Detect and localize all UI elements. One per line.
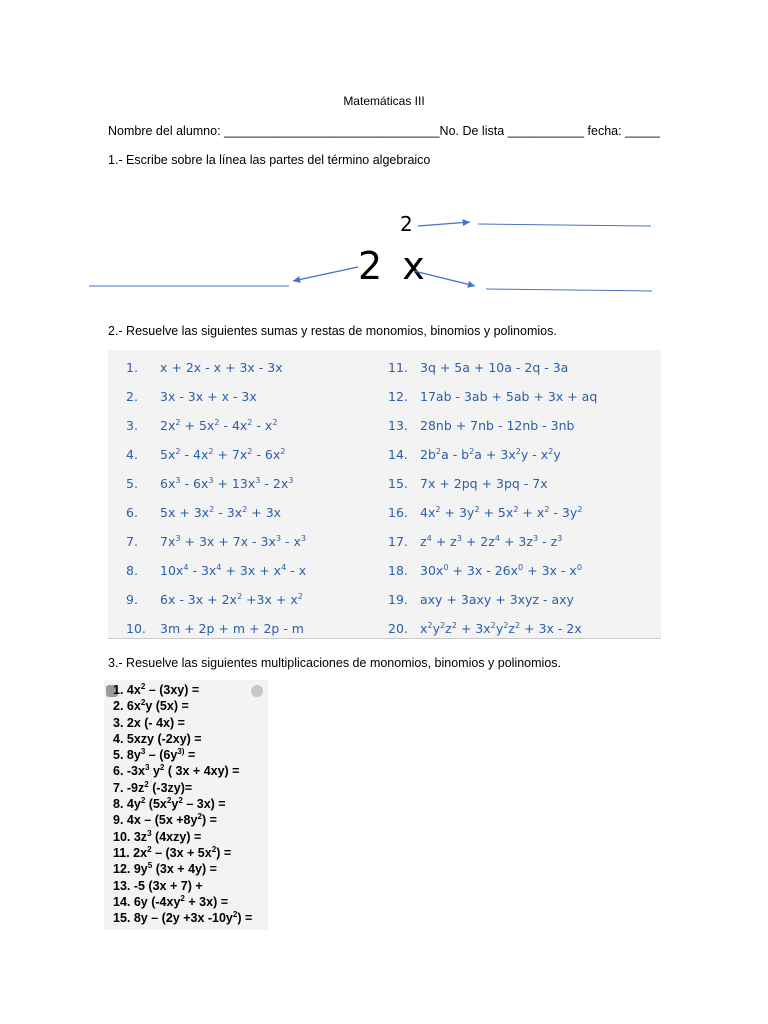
multiplication-exercise: 6. $-3x^3$ $y^2$ ( 3x + 4xy) = <box>113 763 240 779</box>
multiplication-exercise-image <box>104 680 268 930</box>
multiplication-exercise: 9. $4x - (5x +8y^2)$ = <box>113 812 217 828</box>
multiplication-exercise: 14. 6y $(-4xy^2 + 3x)$ = <box>113 893 229 909</box>
multiplication-exercise: 1. $4x^2 - (3xy)$ = <box>113 681 200 697</box>
section3-instruction: 3.- Resuelve las siguientes multiplicaciones de monomios, binomios y polinomios. <box>108 656 561 670</box>
sum-exercise-right-expression: axy + 3axy + 3xyz - axy <box>420 592 574 607</box>
sum-exercise-right-number: 11. <box>388 360 408 375</box>
section1-instruction: 1.- Escribe sobre la línea las partes del término algebraico <box>108 153 431 167</box>
sum-exercise-left-expression: $5x^2 - 4x^2 + 7x^2 - 6x^2$ <box>160 445 286 462</box>
multiplication-exercise: 10. $3z^3$ (4xzy) = <box>113 828 202 844</box>
exponent-label: 2 <box>400 212 413 236</box>
sum-exercise-left-number: 4. <box>126 447 138 462</box>
document-title: Matemáticas III <box>343 94 425 108</box>
multiplication-exercise: 15. 8y – (2y +3x $-10y^2$) = <box>113 910 253 926</box>
sum-exercise-left-expression: $10x^4 - 3x^4 + 3x + x^4 - x$ <box>160 561 307 578</box>
sum-exercise-left-expression: $5x + 3x^2 - 3x^2 + 3x$ <box>160 503 282 520</box>
sum-exercise-left-number: 1. <box>126 360 138 375</box>
arrow-to-exponent <box>418 222 470 226</box>
sum-exercise-left-number: 6. <box>126 505 138 520</box>
sum-exercise-right-expression: 7x + 2pq + 3pq - 7x <box>420 476 548 491</box>
sum-exercise-left-expression: $2x^2 + 5x^2 - 4x^2 - x^2$ <box>160 416 278 433</box>
sum-exercise-right-number: 13. <box>388 418 408 433</box>
section2-instruction: 2.- Resuelve las siguientes sumas y restas de monomios, binomios y polinomios. <box>108 324 557 338</box>
arrow-to-coefficient <box>293 267 358 281</box>
exercise-divider <box>108 638 661 639</box>
sum-exercise-left-expression: x + 2x - x + 3x - 3x <box>160 360 283 375</box>
sum-exercise-right-expression: $z^4 + z^3 + 2z^4 + 3z^3 - z^3$ <box>420 532 563 549</box>
sums-exercise-image <box>108 350 661 638</box>
multiplication-exercise: 2. $6x^2y$ (5x) = <box>113 698 189 714</box>
sum-exercise-left-number: 9. <box>126 592 138 607</box>
algebraic-term: 2 x <box>358 244 429 288</box>
sum-exercise-left-number: 5. <box>126 476 138 491</box>
multiplication-exercise: 12. $9y^5$ (3x + 4y) = <box>113 861 217 877</box>
multiplication-exercise: 11. $2x^2 - (3x + 5x^2)$ = <box>113 844 232 860</box>
sum-exercise-left-expression: 3x - 3x + x - 3x <box>160 389 257 404</box>
sum-exercise-right-number: 19. <box>388 592 408 607</box>
multiplication-exercise: 3. 2x (- 4x) = <box>113 715 185 730</box>
sum-exercise-left-number: 10. <box>126 621 146 636</box>
answer-line-exponent <box>478 224 651 226</box>
multiplication-exercise: 8. $4y^2$ $(5x^2y^2 - 3x)$ = <box>113 795 226 812</box>
sum-exercise-right-number: 16. <box>388 505 408 520</box>
arrow-to-variable <box>414 271 475 286</box>
circle-icon <box>251 685 263 697</box>
term-parts-arrows <box>0 0 768 320</box>
sum-exercise-right-number: 12. <box>388 389 408 404</box>
sum-exercise-right-number: 15. <box>388 476 408 491</box>
sum-exercise-left-expression: $6x - 3x + 2x^2 +3x + x^2$ <box>160 590 303 607</box>
sum-exercise-left-expression: $6x^3 - 6x^3 + 13x^3 - 2x^3$ <box>160 474 294 491</box>
sum-exercise-right-number: 18. <box>388 563 408 578</box>
sum-exercise-left-expression: $7x^3 + 3x + 7x - 3x^3 - x^3$ <box>160 532 307 549</box>
sum-exercise-left-number: 7. <box>126 534 138 549</box>
sum-exercise-right-expression: 17ab - 3ab + 5ab + 3x + aq <box>420 389 598 404</box>
student-info-line: Nombre del alumno: _______________________________No. De lista ___________ fecha: _____ <box>108 124 660 138</box>
multiplication-exercise: 5. $8y^3 - (6y^{3)}$ = <box>113 747 196 763</box>
multiplication-exercise: 4. 5xzy (-2xy) = <box>113 731 202 746</box>
answer-line-variable <box>486 289 652 291</box>
sum-exercise-left-number: 8. <box>126 563 138 578</box>
sum-exercise-right-expression: $30x^0 + 3x - 26x^0 + 3x - x^0$ <box>420 561 582 578</box>
sum-exercise-right-expression: $x^2y^2z^2 + 3x^2y^2z^2 + 3x - 2x$ <box>420 619 582 636</box>
sum-exercise-right-number: 20. <box>388 621 408 636</box>
sum-exercise-right-number: 17. <box>388 534 408 549</box>
sum-exercise-left-number: 3. <box>126 418 138 433</box>
multiplication-exercise: 13. -5 (3x + 7) + <box>113 878 203 893</box>
sum-exercise-right-expression: $2b^2a - b^2a + 3x^2y - x^2y$ <box>420 445 561 462</box>
sum-exercise-right-expression: 3q + 5a + 10a - 2q - 3a <box>420 360 569 375</box>
multiplication-exercise: 7. $-9z^2$ (-3zy)= <box>113 779 193 795</box>
sum-exercise-left-number: 2. <box>126 389 138 404</box>
sum-exercise-right-expression: 28nb + 7nb - 12nb - 3nb <box>420 418 575 433</box>
sum-exercise-left-expression: 3m + 2p + m + 2p - m <box>160 621 304 636</box>
sum-exercise-right-expression: $4x^2 + 3y^2 + 5x^2 + x^2 - 3y^2$ <box>420 503 583 520</box>
sum-exercise-right-number: 14. <box>388 447 408 462</box>
